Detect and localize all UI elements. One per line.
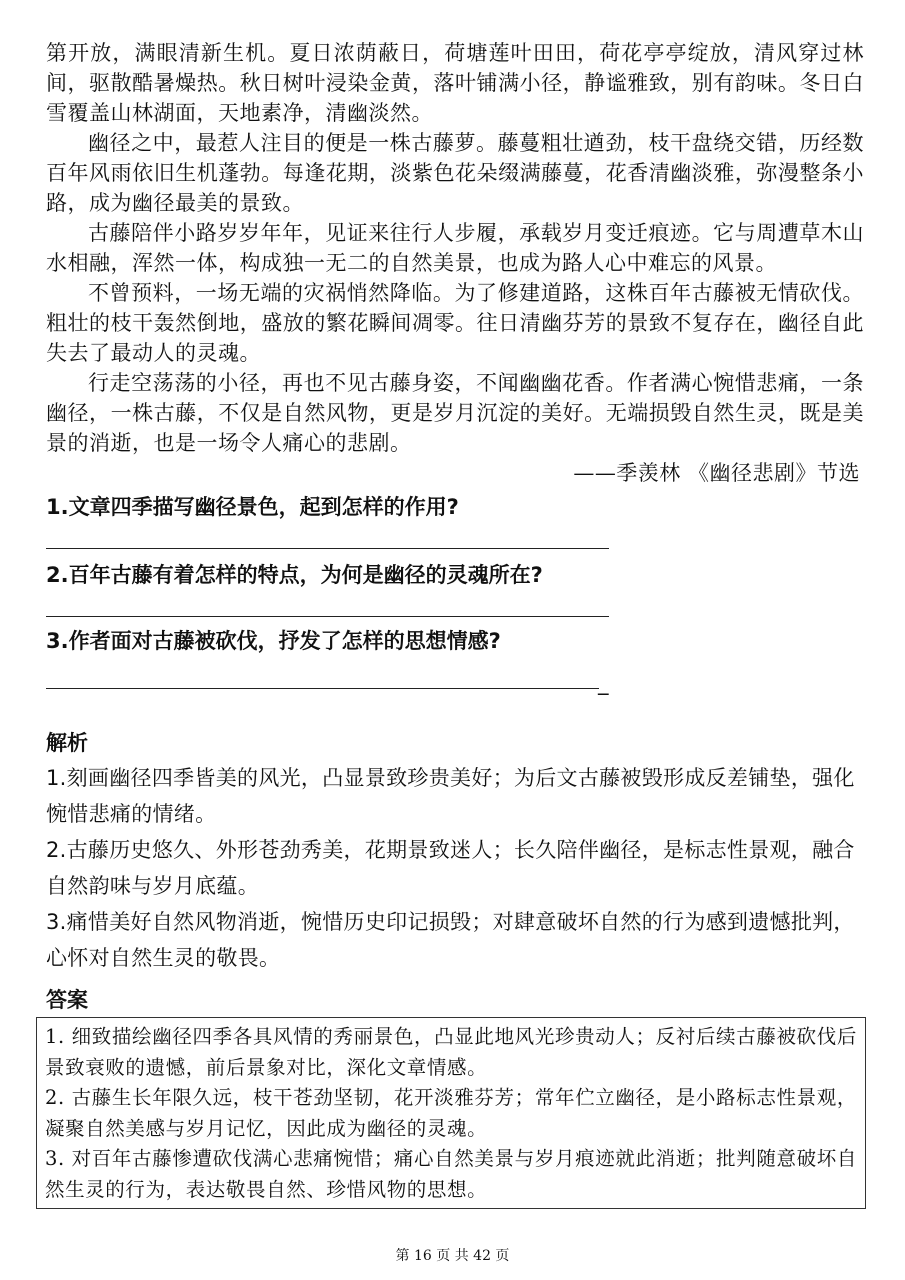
passage-paragraph: 不曾预料，一场无端的灾祸悄然降临。为了修建道路，这株百年古藤被无情砍伐。粗壮的枝干轰然倒地，盛放的繁花瞬间凋零。往日清幽芬芳的景致不复存在，幽径自此失去了最动人的灵魂。	[46, 281, 864, 365]
question-3: 3.作者面对古藤被砍伐，抒发了怎样的思想情感?	[46, 629, 501, 653]
analysis-title: 解析	[46, 731, 88, 755]
answer-item: 2. 古藤生长年限久远，枝干苍劲坚韧，花开淡雅芬芳；常年伫立幽径，是小路标志性景观，凝聚自然美感与岁月记忆，因此成为幽径的灵魂。	[45, 1086, 857, 1140]
answer-item: 1. 细致描绘幽径四季各具风情的秀丽景色，凸显此地风光珍贵动人；反衬后续古藤被砍伐后景致衰败的遗憾，前后景象对比，深化文章情感。	[45, 1025, 857, 1079]
passage-paragraph: 幽径之中，最惹人注目的便是一株古藤萝。藤蔓粗壮遒劲，枝干盘绕交错，历经数百年风雨依旧生机蓬勃。每逢花期，淡紫色花朵缀满藤蔓，花香清幽淡雅，弥漫整条小路，成为幽径最美的景致。	[46, 131, 864, 215]
answer-title: 答案	[46, 988, 88, 1012]
passage-paragraph: 古藤陪伴小路岁岁年年，见证来往行人步履，承载岁月变迁痕迹。它与周遭草木山水相融，浑然一体，构成独一无二的自然美景，也成为路人心中难忘的风景。	[46, 221, 864, 275]
analysis-section	[46, 760, 864, 976]
passage-paragraph: 第开放，满眼清新生机。夏日浓荫蔽日，荷塘莲叶田田，荷花亭亭绽放，清风穿过林间，驱散酷暑燥热。秋日树叶浸染金黄，落叶铺满小径，静谧雅致，别有韵味。冬日白雪覆盖山林湖面，天地素净，清幽淡然。	[46, 41, 864, 125]
passage-source: ——季羡林 《幽径悲剧》节选	[573, 461, 860, 485]
question-1: 1.文章四季描写幽径景色，起到怎样的作用?	[46, 495, 459, 519]
answer-blank-line	[46, 548, 609, 549]
blank-tail: _	[598, 671, 609, 695]
answer-item: 3. 对百年古藤惨遭砍伐满心悲痛惋惜；痛心自然美景与岁月痕迹就此消逝；批判随意破坏自然生灵的行为，表达敬畏自然、珍惜风物的思想。	[45, 1147, 857, 1201]
analysis-item: 2.古藤历史悠久、外形苍劲秀美，花期景致迷人；长久陪伴幽径，是标志性景观，融合自然韵味与岁月底蕴。	[46, 838, 855, 898]
analysis-item: 3.痛惜美好自然风物消逝，惋惜历史印记损毁；对肆意破坏自然的行为感到遗憾批判，心怀对自然生灵的敬畏。	[46, 910, 855, 970]
page-number: 第 16 页 共 42 页	[395, 1248, 510, 1264]
answer-blank-line	[46, 688, 599, 689]
passage-paragraph: 行走空荡荡的小径，再也不见古藤身姿，不闻幽幽花香。作者满心惋惜悲痛，一条幽径，一株古藤，不仅是自然风物，更是岁月沉淀的美好。无端损毁自然生灵，既是美景的消逝，也是一场令人痛心的悲剧。	[46, 371, 864, 455]
question-2: 2.百年古藤有着怎样的特点，为何是幽径的灵魂所在?	[46, 563, 543, 587]
answer-box	[36, 1017, 866, 1209]
reading-passage	[46, 38, 864, 488]
answer-blank-line	[46, 616, 609, 617]
analysis-item: 1.刻画幽径四季皆美的风光，凸显景致珍贵美好；为后文古藤被毁形成反差铺垫，强化惋惜悲痛的情绪。	[46, 766, 855, 826]
